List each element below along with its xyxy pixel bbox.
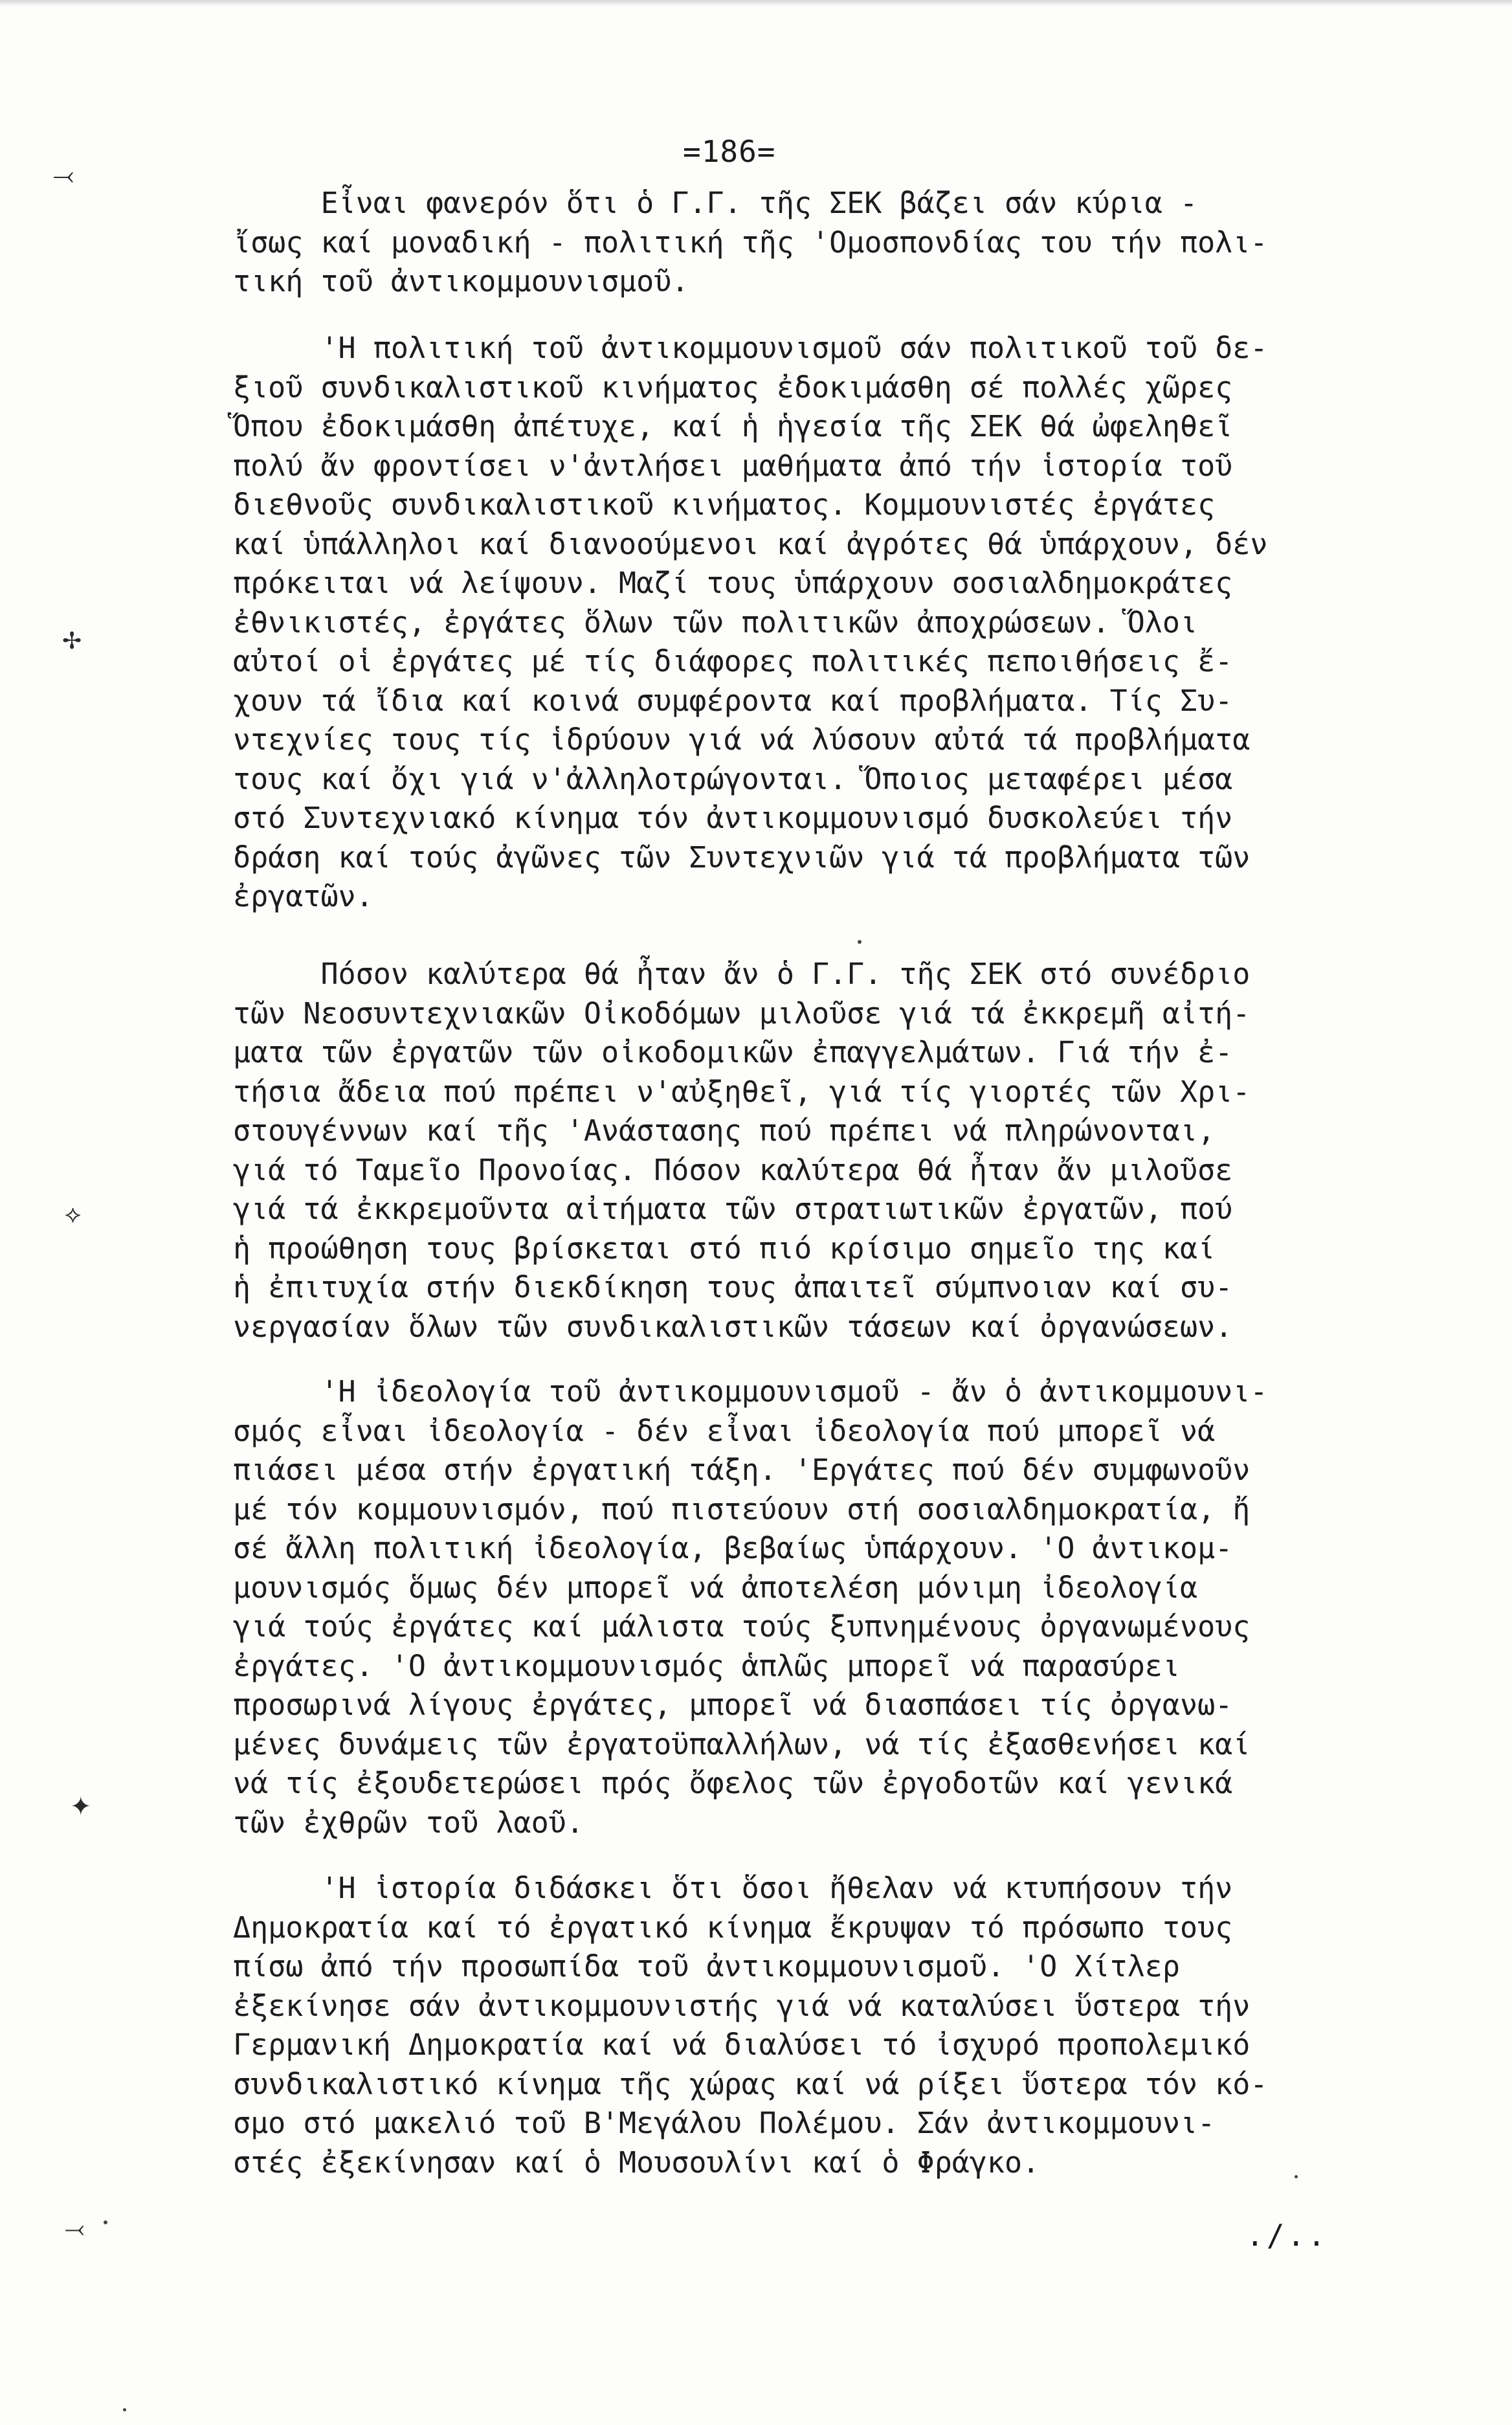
text-line: διεθνοῦς συνδικαλιστικοῦ κινήματος. Κομμουνιστές ἐργάτες	[233, 487, 1216, 522]
text-line: Γερμανική Δημοκρατία καί νά διαλύσει τό ἰσχυρό προπολεμικό	[233, 2028, 1251, 2062]
text-line: γιά τά ἐκκρεμοῦντα αἰτήματα τῶν στρατιωτικῶν ἐργατῶν, πού	[233, 1192, 1233, 1226]
text-line: στό Συντεχνιακό κίνημα τόν ἀντικομμουνισμό δυσκολεύει τήν	[233, 801, 1233, 835]
text-line: 'Η ἰδεολογία τοῦ ἀντικομμουνισμοῦ - ἄν ὁ ἀντικομμουνι-	[233, 1374, 1268, 1409]
text-line: σμός εἶναι ἰδεολογία - δέν εἶναι ἰδεολογία πού μπορεῖ νά	[233, 1413, 1216, 1448]
text-line: τῶν ἐχθρῶν τοῦ λαοῦ.	[233, 1805, 584, 1840]
text-line: πολύ ἄν φροντίσει ν'ἀντλήσει μαθήματα ἀπό τήν ἱστορία τοῦ	[233, 448, 1233, 483]
text-line: καί ὑπάλληλοι καί διανοούμενοι καί ἀγρότες θά ὑπάρχουν, δέν	[233, 526, 1268, 561]
text-line: ἐθνικιστές, ἐργάτες ὅλων τῶν πολιτικῶν ἀποχρώσεων. Ὅλοι	[233, 605, 1198, 640]
text-line: μουνισμός ὅμως δέν μπορεῖ νά ἀποτελέση μόνιμη ἰδεολογία	[233, 1570, 1198, 1605]
page-number: =186=	[683, 134, 776, 169]
margin-mark-icon: ⤙	[65, 2214, 85, 2242]
text-line: πιάσει μέσα στήν ἐργατική τάξη. 'Εργάτες πού δέν συμφωνοῦν	[233, 1453, 1251, 1487]
paragraph-4	[233, 1372, 1418, 1842]
scan-speck	[104, 2220, 107, 2224]
text-line: νεργασίαν ὅλων τῶν συνδικαλιστικῶν τάσεων καί ὀργανώσεων.	[233, 1309, 1233, 1344]
margin-mark-icon: ⟡	[65, 1200, 82, 1228]
text-line: ἐξεκίνησε σάν ἀντικομμουνιστής γιά νά καταλύσει ὕστερα τήν	[233, 1988, 1251, 2023]
text-line: τῶν Νεοσυντεχνιακῶν Οἰκοδόμων μιλοῦσε γιά τά ἐκκρεμῆ αἰτή-	[233, 996, 1251, 1031]
paragraph-1	[233, 184, 1418, 302]
text-line: ματα τῶν ἐργατῶν τῶν οἰκοδομικῶν ἐπαγγελμάτων. Γιά τήν ἐ-	[233, 1035, 1233, 1069]
text-line: 'Η πολιτική τοῦ ἀντικομμουνισμοῦ σάν πολιτικοῦ τοῦ δε-	[233, 331, 1268, 365]
scan-speck	[1295, 2175, 1298, 2178]
text-line: τους καί ὄχι γιά ν'ἀλληλοτρώγονται. Ὅποιος μεταφέρει μέσα	[233, 761, 1233, 796]
text-line: αὐτοί οἱ ἐργάτες μέ τίς διάφορες πολιτικές πεποιθήσεις ἔ-	[233, 644, 1233, 678]
scan-top-edge	[0, 0, 1512, 6]
text-line: δράση καί τούς ἀγῶνες τῶν Συντεχνιῶν γιά τά προβλήματα τῶν	[233, 840, 1251, 875]
scan-speck	[858, 940, 862, 944]
continuation-mark: ./..	[1246, 2218, 1328, 2253]
text-line: στές ἐξεκίνησαν καί ὁ Μουσουλίνι καί ὁ Φράγκο.	[233, 2145, 1040, 2180]
text-line: τική τοῦ ἀντικομμουνισμοῦ.	[233, 264, 689, 298]
text-line: γιά τό Ταμεῖο Προνοίας. Πόσον καλύτερα θά ἦταν ἄν μιλοῦσε	[233, 1152, 1233, 1187]
text-line: πρόκειται νά λείψουν. Μαζί τους ὑπάρχουν σοσιαλδημοκράτες	[233, 566, 1233, 600]
paragraph-2	[233, 329, 1418, 917]
text-line: ἐργάτες. 'Ο ἀντικομμουνισμός ἁπλῶς μπορεῖ νά παρασύρει	[233, 1648, 1180, 1683]
text-line: ἡ προώθηση τους βρίσκεται στό πιό κρίσιμο σημεῖο της καί	[233, 1231, 1216, 1266]
text-line: Ὅπου ἐδοκιμάσθη ἀπέτυχε, καί ἡ ἡγεσία τῆς ΣΕΚ θά ὠφεληθεῖ	[233, 409, 1233, 443]
text-line: προσωρινά λίγους ἐργάτες, μπορεῖ νά διασπάσει τίς ὀργανω-	[233, 1688, 1233, 1722]
text-line: μένες δυνάμεις τῶν ἐργατοϋπαλλήλων, νά τίς ἐξασθενήσει καί	[233, 1727, 1251, 1761]
paragraph-5	[233, 1869, 1418, 2182]
text-line: σμο στό μακελιό τοῦ Β'Μεγάλου Πολέμου. Σάν ἀντικομμουνι-	[233, 2106, 1216, 2140]
text-line: ξιοῦ συνδικαλιστικοῦ κινήματος ἐδοκιμάσθη σέ πολλές χῶρες	[233, 370, 1233, 405]
margin-mark-icon: ⤙	[53, 161, 74, 190]
text-line: ἐργατῶν.	[233, 879, 373, 913]
scan-speck	[123, 2408, 126, 2411]
text-line: μέ τόν κομμουνισμόν, πού πιστεύουν στή σοσιαλδημοκρατία, ἤ	[233, 1492, 1251, 1526]
margin-mark-icon: ✦	[70, 1792, 92, 1822]
text-line: γιά τούς ἐργάτες καί μάλιστα τούς ξυπνημένους ὀργανωμένους	[233, 1609, 1251, 1644]
text-line: πίσω ἀπό τήν προσωπίδα τοῦ ἀντικομμουνισμοῦ. 'Ο Χίτλερ	[233, 1949, 1180, 1984]
text-line: ἴσως καί μοναδική - πολιτική τῆς 'Ομοσπονδίας του τήν πολι-	[233, 225, 1268, 260]
text-line: χουν τά ἴδια καί κοινά συμφέροντα καί προβλήματα. Τίς Συ-	[233, 683, 1233, 718]
text-line: Εἶναι φανερόν ὅτι ὁ Γ.Γ. τῆς ΣΕΚ βάζει σάν κύρια -	[233, 186, 1198, 220]
text-line: στουγέννων καί τῆς 'Ανάστασης πού πρέπει νά πληρώνονται,	[233, 1113, 1216, 1148]
text-line: 'Η ἱστορία διδάσκει ὅτι ὅσοι ἤθελαν νά κτυπήσουν τήν	[233, 1871, 1233, 1905]
text-line: ἡ ἐπιτυχία στήν διεκδίκηση τους ἀπαιτεῖ σύμπνοιαν καί συ-	[233, 1270, 1233, 1304]
text-line: σέ ἄλλη πολιτική ἰδεολογία, βεβαίως ὑπάρχουν. 'Ο ἀντικομ-	[233, 1531, 1233, 1565]
text-line: συνδικαλιστικό κίνημα τῆς χώρας καί νά ρίξει ὕστερα τόν κό-	[233, 2066, 1268, 2101]
paragraph-3	[233, 955, 1418, 1347]
text-line: νά τίς ἐξουδετερώσει πρός ὄφελος τῶν ἐργοδοτῶν καί γενικά	[233, 1766, 1233, 1800]
text-line: Πόσον καλύτερα θά ἦταν ἄν ὁ Γ.Γ. τῆς ΣΕΚ στό συνέδριο	[233, 957, 1251, 991]
margin-mark-icon: ✢	[62, 628, 82, 654]
text-line: τήσια ἄδεια πού πρέπει ν'αὐξηθεῖ, γιά τίς γιορτές τῶν Χρι-	[233, 1074, 1251, 1109]
text-line: ντεχνίες τους τίς ἱδρύουν γιά νά λύσουν αὐτά τά προβλήματα	[233, 722, 1251, 757]
text-line: Δημοκρατία καί τό ἐργατικό κίνημα ἔκρυψαν τό πρόσωπο τους	[233, 1910, 1233, 1945]
